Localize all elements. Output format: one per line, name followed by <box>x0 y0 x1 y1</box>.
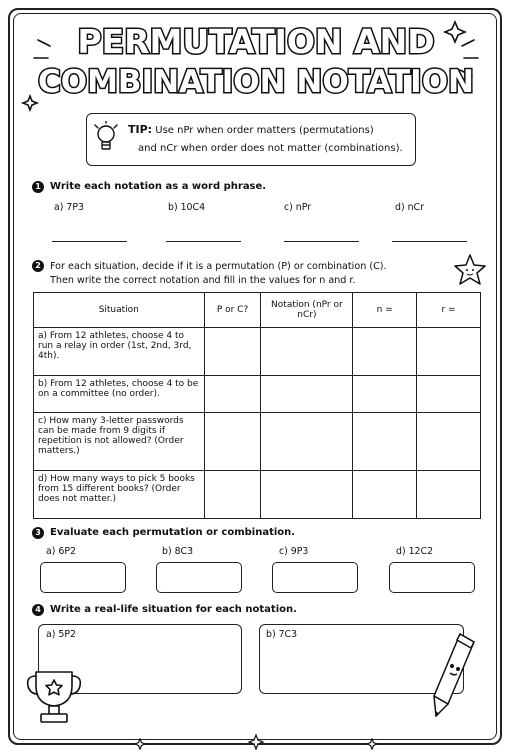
header-n: n = <box>353 293 417 328</box>
question-4-header <box>32 604 297 616</box>
answer-box-c[interactable] <box>272 562 358 593</box>
tip-line-1: Use nPr when order matters (permutations) <box>155 125 374 136</box>
tip-line-2: and nCr when order does not matter (combinations). <box>138 143 403 154</box>
question-3-prompt: Evaluate each permutation or combination. <box>50 527 296 538</box>
answer-cell[interactable] <box>417 413 481 471</box>
answer-cell[interactable] <box>261 328 353 376</box>
question-4-prompt: Write a real-life situation for each notation. <box>50 604 297 615</box>
answer-cell[interactable] <box>417 376 481 413</box>
table-row <box>34 328 481 376</box>
question-2-prompt-line-2: Then write the correct notation and fill in the values for n and r. <box>50 275 356 286</box>
answer-cell[interactable] <box>417 471 481 519</box>
situation-cell: a) From 12 athletes, choose 4 to run a relay in order (1st, 2nd, 3rd, 4th). <box>34 328 205 376</box>
tip-box <box>86 113 416 166</box>
pencil-mascot-icon <box>426 628 482 720</box>
answer-box-b[interactable] <box>156 562 242 593</box>
header-p-or-c: P or C? <box>204 293 261 328</box>
title-line-1: PERMUTATION AND <box>77 22 435 61</box>
trophy-icon <box>24 664 84 734</box>
answer-line-c[interactable] <box>284 241 359 242</box>
answer-line-d[interactable] <box>392 241 467 242</box>
question-number: 1 <box>32 181 44 193</box>
star-mascot-icon <box>452 253 488 287</box>
answer-cell[interactable] <box>261 376 353 413</box>
answer-cell[interactable] <box>353 376 417 413</box>
table-row <box>34 471 481 519</box>
answer-cell[interactable] <box>261 413 353 471</box>
question-1-header <box>32 181 266 193</box>
table-header-row <box>34 293 481 328</box>
situation-table <box>33 292 481 519</box>
answer-cell[interactable] <box>353 471 417 519</box>
header-r: r = <box>417 293 481 328</box>
answer-box-d[interactable] <box>389 562 475 593</box>
q4-item-a: a) 5P2 <box>46 629 76 640</box>
q1-item-c: c) nPr <box>284 202 312 213</box>
title-line-2: COMBINATION NOTATION <box>37 64 474 100</box>
answer-cell[interactable] <box>261 471 353 519</box>
answer-line-b[interactable] <box>166 241 241 242</box>
q3-item-d: d) 12C2 <box>396 546 434 557</box>
q1-item-a: a) 7P3 <box>54 202 84 213</box>
header-notation: Notation (nPr or nCr) <box>261 293 353 328</box>
table-row <box>34 376 481 413</box>
answer-cell[interactable] <box>204 413 261 471</box>
tip-label: TIP: <box>128 123 153 136</box>
answer-cell[interactable] <box>204 328 261 376</box>
q1-item-d: d) nCr <box>395 202 424 213</box>
q3-item-c: c) 9P3 <box>279 546 309 557</box>
question-number: 4 <box>32 604 44 616</box>
answer-box-a[interactable] <box>40 562 126 593</box>
lightbulb-icon <box>93 121 119 157</box>
situation-cell: b) From 12 athletes, choose 4 to be on a committee (no order). <box>34 376 205 413</box>
q1-item-b: b) 10C4 <box>168 202 206 213</box>
answer-cell[interactable] <box>353 413 417 471</box>
question-2-prompt-line-1: For each situation, decide if it is a permutation (P) or combination (C). <box>50 261 387 272</box>
answer-cell[interactable] <box>353 328 417 376</box>
sparkle-icon <box>0 733 512 753</box>
situation-cell: d) How many ways to pick 5 books from 15 different books? (Order does not matter.) <box>34 471 205 519</box>
situation-cell: c) How many 3-letter passwords can be made from 9 digits if repetition is not allowed? (Order matters.) <box>34 413 205 471</box>
question-2-header <box>32 260 387 288</box>
question-1-prompt: Write each notation as a word phrase. <box>50 181 267 192</box>
question-3-header <box>32 527 295 539</box>
q4-item-b: b) 7C3 <box>266 629 298 640</box>
header-situation: Situation <box>34 293 205 328</box>
q3-item-a: a) 6P2 <box>46 546 76 557</box>
answer-cell[interactable] <box>204 471 261 519</box>
question-number: 2 <box>32 260 44 272</box>
answer-cell[interactable] <box>204 376 261 413</box>
question-number: 3 <box>32 527 44 539</box>
q3-item-b: b) 8C3 <box>162 546 194 557</box>
answer-cell[interactable] <box>417 328 481 376</box>
table-row <box>34 413 481 471</box>
answer-line-a[interactable] <box>52 241 127 242</box>
